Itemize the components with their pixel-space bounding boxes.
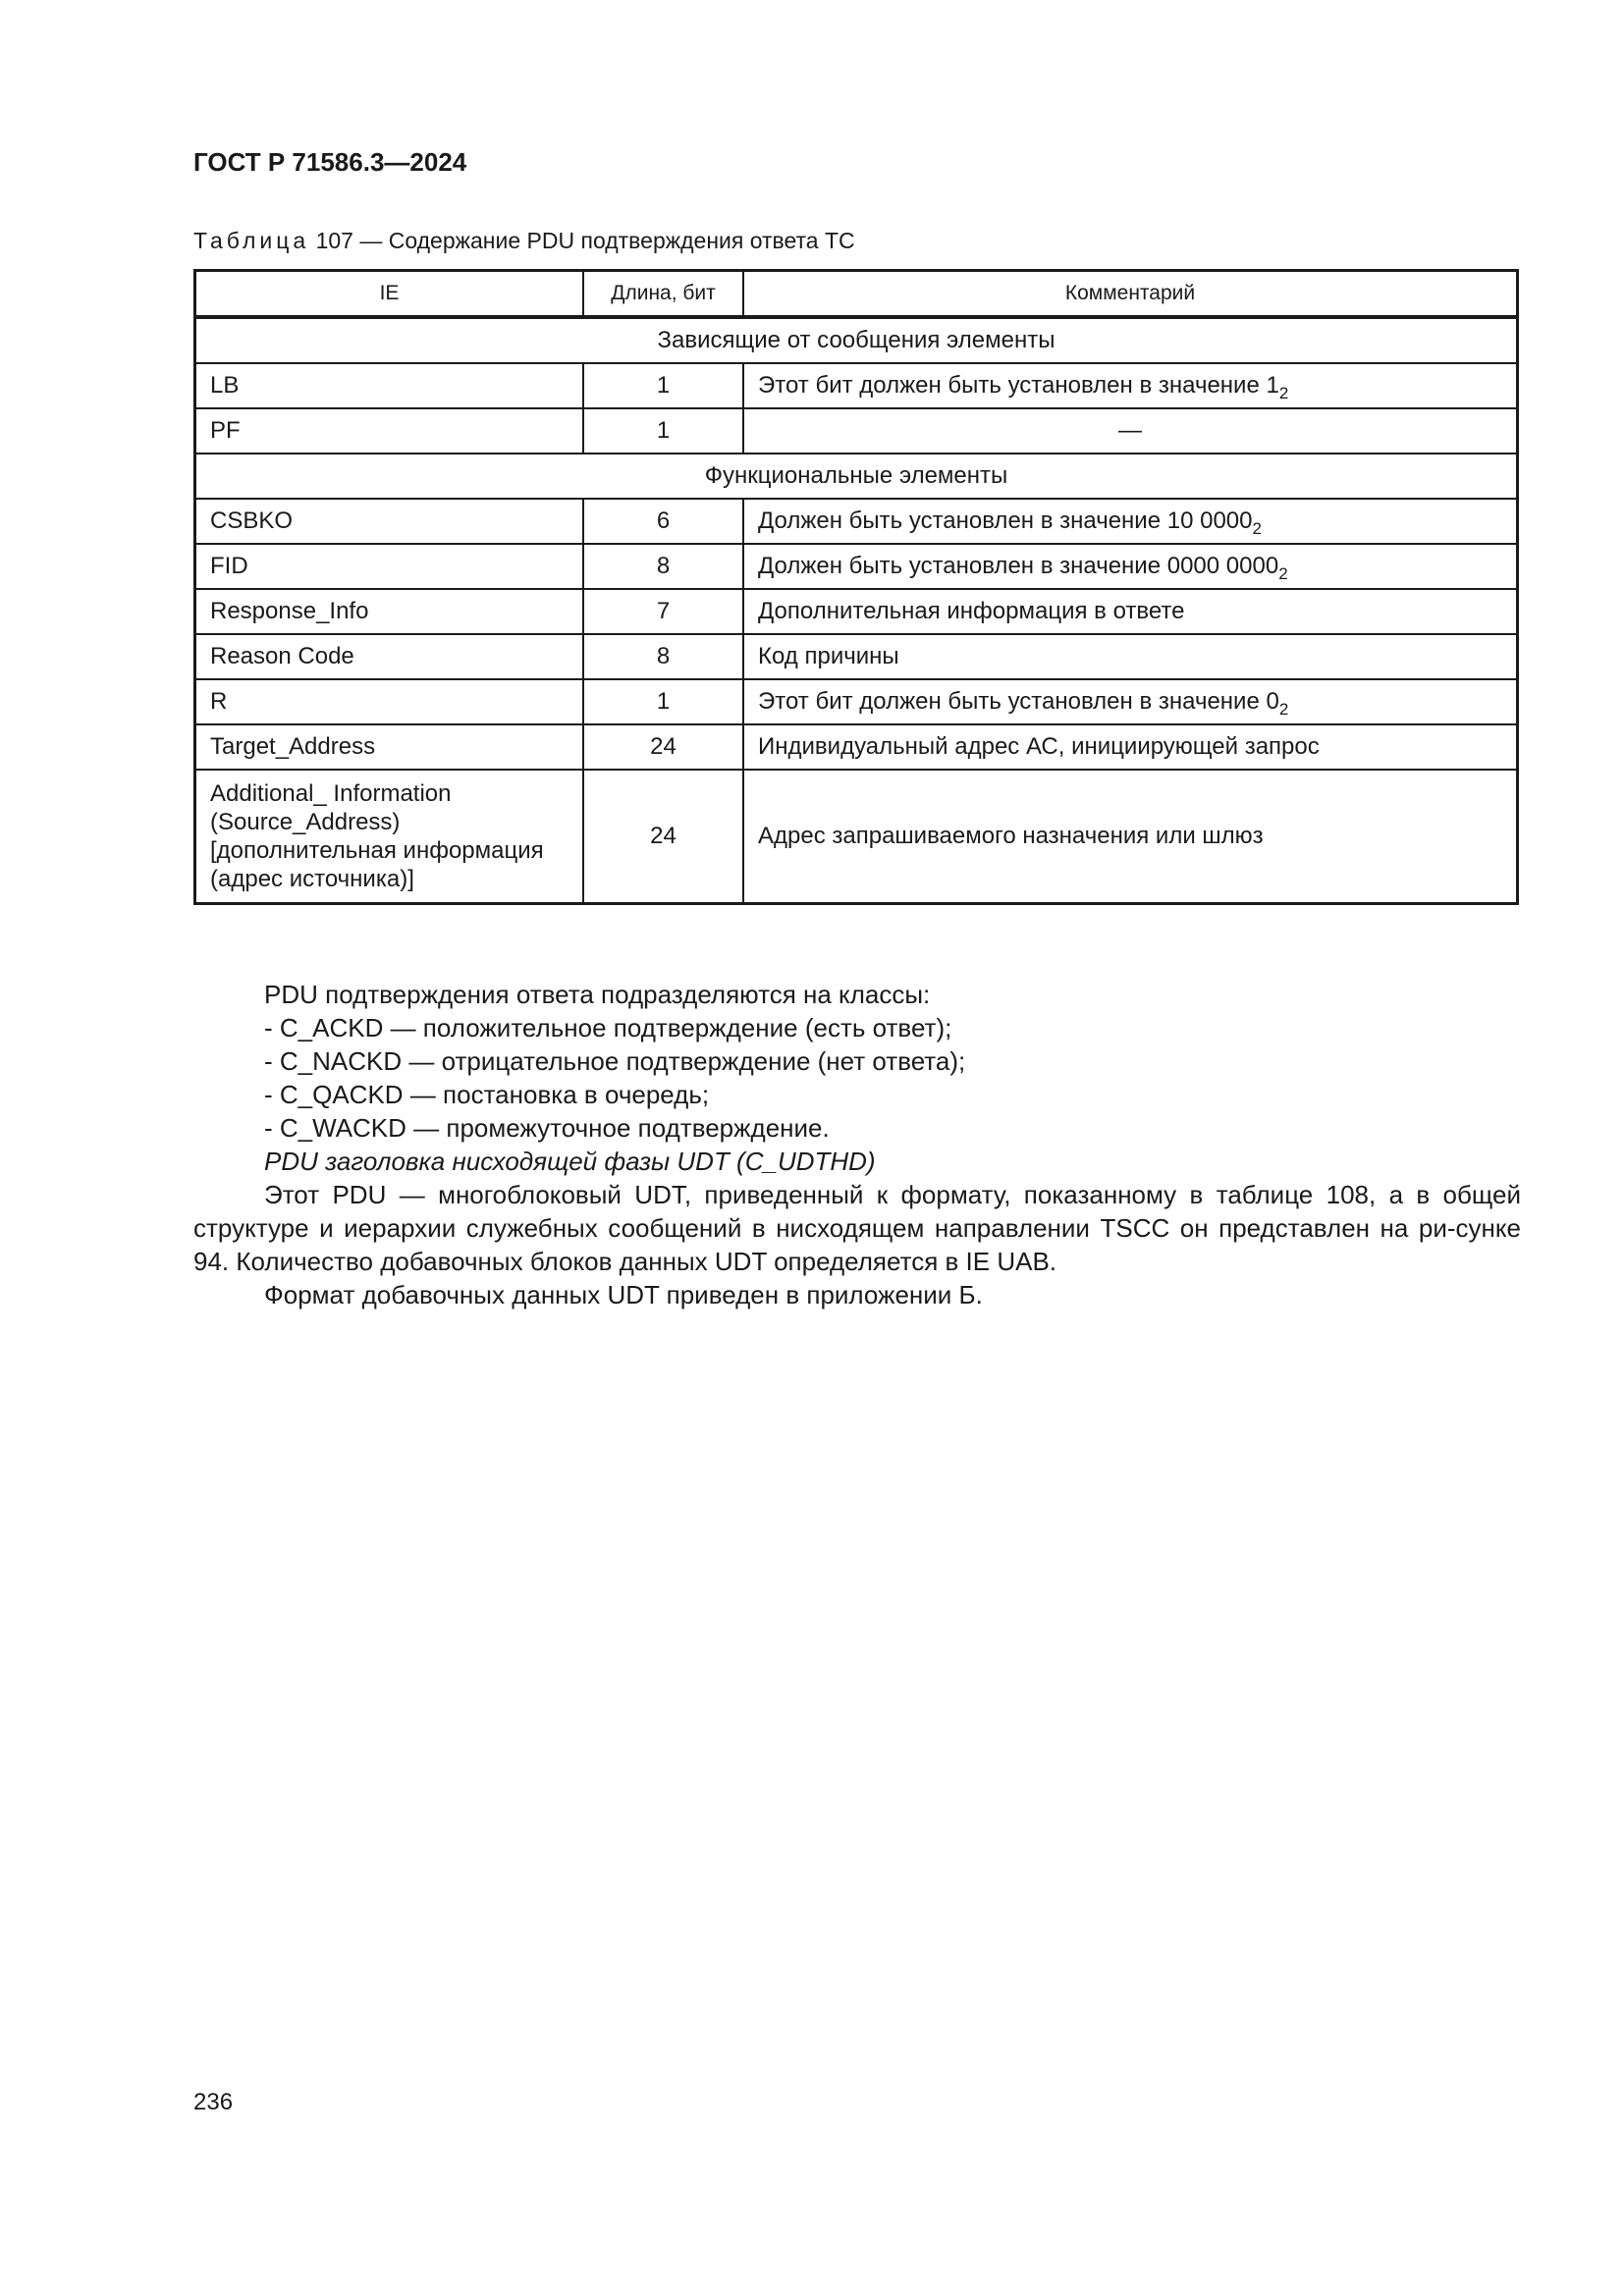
pdu-table (193, 269, 1519, 905)
cell-comment: Дополнительная информация в ответе (743, 589, 1518, 634)
comment-text: Должен быть установлен в значение 0000 0000 (758, 553, 1279, 579)
cell-comment: Код причины (743, 634, 1518, 679)
section-functional: Функциональные элементы (195, 454, 1518, 499)
list-item: - C_ACKD — положительное подтверждение (есть ответ); (264, 1013, 952, 1042)
cell-ie: R (195, 679, 584, 724)
cell-ie: Target_Address (195, 724, 584, 770)
cell-length: 1 (583, 408, 743, 454)
comment-text: Этот бит должен быть установлен в значение 1 (758, 372, 1279, 399)
list-item: - C_WACKD — промежуточное подтверждение. (264, 1113, 830, 1143)
table-row (195, 499, 1518, 544)
cell-length: 6 (583, 499, 743, 544)
cell-ie: Reason Code (195, 634, 584, 679)
cell-ie (195, 770, 584, 904)
subscript: 2 (1278, 700, 1289, 719)
subscript: 2 (1278, 384, 1289, 402)
cell-length: 8 (583, 544, 743, 589)
column-header-ie: IE (195, 271, 584, 318)
table-caption (193, 228, 855, 254)
document-header: ГОСТ Р 71586.3—2024 (193, 147, 467, 177)
list-item: - C_QACKD — постановка в очередь; (264, 1080, 710, 1109)
cell-ie: PF (195, 408, 584, 454)
table-row (195, 408, 1518, 454)
cell-comment (743, 679, 1518, 724)
intro-paragraph: PDU подтверждения ответа подразделяются на классы: (264, 980, 931, 1009)
subscript: 2 (1278, 564, 1288, 583)
cell-ie-line: (адрес источника)] (210, 866, 414, 892)
cell-comment: — (743, 408, 1518, 454)
section-message-dependent: Зависящие от сообщения элементы (195, 317, 1518, 363)
paragraph: Формат добавочных данных UDT приведен в приложении Б. (264, 1280, 983, 1309)
cell-length: 1 (583, 679, 743, 724)
cell-ie-line: (Source_Address) (210, 809, 401, 835)
table-row (195, 679, 1518, 724)
cell-comment (743, 544, 1518, 589)
section-row (195, 454, 1518, 499)
table-row (195, 544, 1518, 589)
table-row (195, 589, 1518, 634)
table-row (195, 363, 1518, 408)
list-item: - C_NACKD — отрицательное подтверждение (нет ответа); (264, 1046, 966, 1076)
cell-ie-line: [дополнительная информация (210, 837, 544, 864)
italic-heading: PDU заголовка нисходящей фазы UDT (C_UDTHD) (264, 1147, 876, 1176)
comment-text: Должен быть установлен в значение 10 0000 (758, 507, 1253, 534)
subscript: 2 (1252, 519, 1262, 538)
table-header-row (195, 271, 1518, 318)
table-row (195, 634, 1518, 679)
table-row (195, 724, 1518, 770)
cell-length: 1 (583, 363, 743, 408)
cell-comment (743, 499, 1518, 544)
cell-length: 24 (583, 724, 743, 770)
column-header-length: Длина, бит (583, 271, 743, 318)
cell-ie: CSBKO (195, 499, 584, 544)
page-number: 236 (193, 2089, 234, 2115)
section-row (195, 317, 1518, 363)
table-caption-label: Таблица (193, 228, 310, 253)
cell-length: 24 (583, 770, 743, 904)
paragraph: Этот PDU — многоблоковый UDT, приведенный к формату, показанному в таблице 108, а в общей структуре и иерархии служебных сообщений в нисходящем направлении TSCC он представлен на ри-сунке 94. Количество добавочных блоков данных UDT определяется в IE UAB. (193, 1180, 1521, 1276)
table-row (195, 770, 1518, 904)
cell-comment: Индивидуальный адрес АС, инициирующей запрос (743, 724, 1518, 770)
cell-ie: Response_Info (195, 589, 584, 634)
comment-text: Этот бит должен быть установлен в значение 0 (758, 688, 1279, 715)
cell-ie-line: Additional_ Information (210, 780, 452, 807)
cell-comment (743, 363, 1518, 408)
table-caption-text: 107 — Содержание PDU подтверждения ответа ТС (309, 228, 855, 253)
body-text (193, 978, 1521, 1311)
cell-ie: LB (195, 363, 584, 408)
cell-ie: FID (195, 544, 584, 589)
cell-length: 7 (583, 589, 743, 634)
cell-comment: Адрес запрашиваемого назначения или шлюз (743, 770, 1518, 904)
column-header-comment: Комментарий (743, 271, 1518, 318)
cell-length: 8 (583, 634, 743, 679)
